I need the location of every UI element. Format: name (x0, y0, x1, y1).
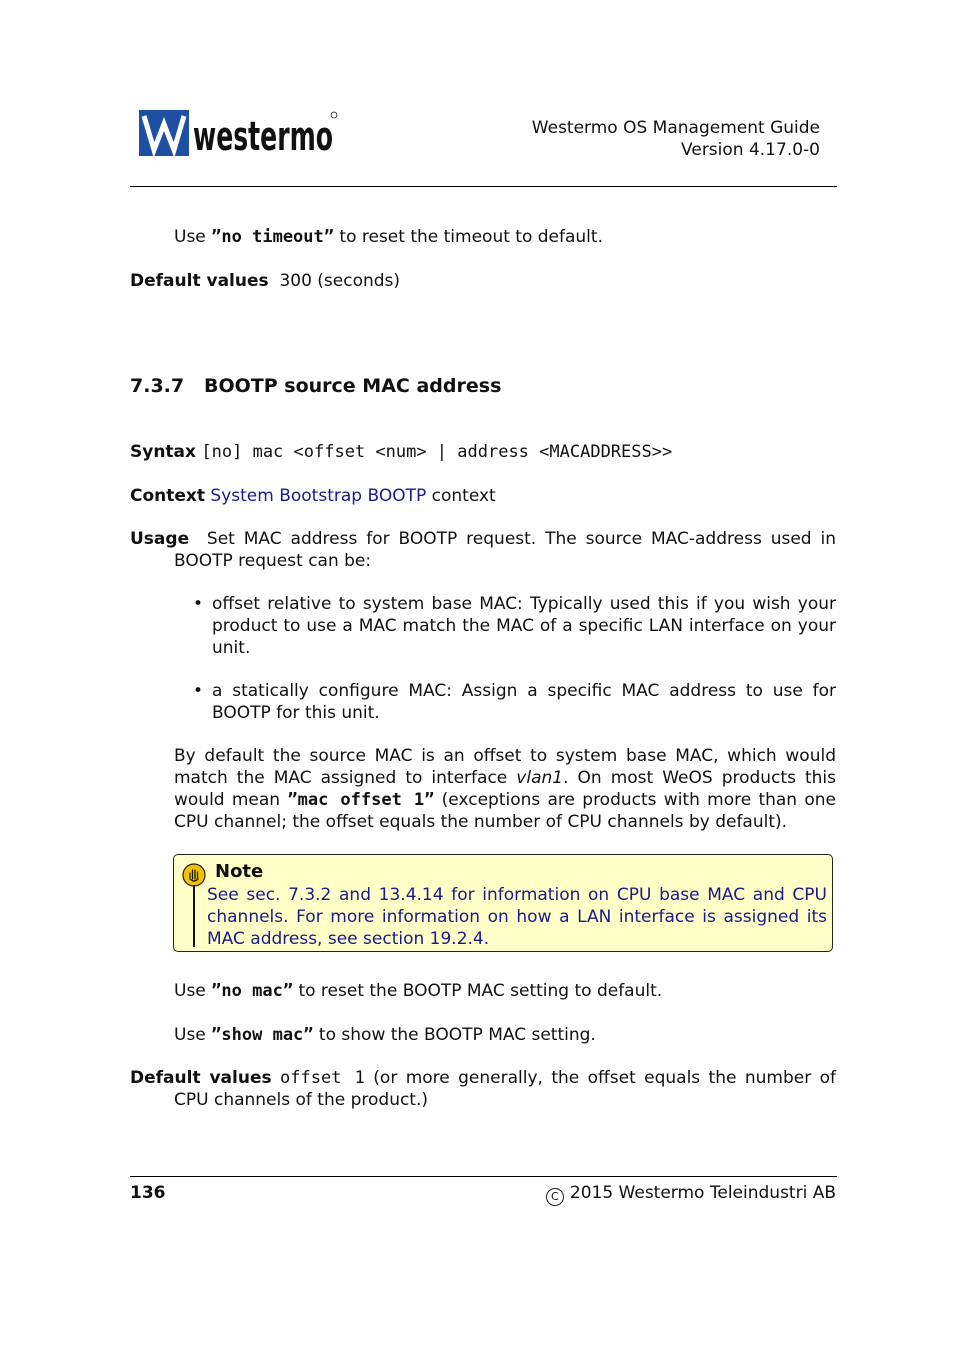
command-no-mac: ”no mac” (211, 981, 294, 1001)
bullet-marker: • (193, 681, 204, 701)
logo-text: westermo (193, 114, 333, 160)
info-hand-icon (182, 863, 206, 887)
timeout-reset-note: Use ”no timeout” to reset the timeout to default. (174, 227, 603, 247)
default-values-mac: Default values offset 1 (or more generally, the offset equals the number of CPU channels of the product.) (130, 1068, 836, 1110)
westermo-logo (139, 110, 339, 158)
default-mac-code: offset 1 (280, 1068, 365, 1088)
section-title: BOOTP source MAC address (204, 375, 502, 397)
footer-divider (130, 1176, 837, 1177)
no-mac-note: Use ”no mac” to reset the BOOTP MAC setting to default. (174, 981, 663, 1001)
interface-name: vlan1 (516, 768, 564, 788)
document-title: Westermo OS Management Guide (531, 118, 820, 138)
list-item: a statically configure MAC: Assign a specific MAC address to use for BOOTP for this unit. (212, 681, 836, 723)
note-title: Note (215, 861, 264, 882)
note-link-section-19-2-4[interactable]: section 19.2.4 (363, 929, 484, 949)
header-divider (130, 186, 837, 187)
default-values-timeout: Default values 300 (seconds) (130, 271, 401, 291)
note-bar (193, 885, 195, 947)
note-body: See sec. 7.3.2 and 13.4.14 for information on CPU base MAC and CPU channels. For more information on how a LAN interface is assigned its MAC address, see section 19.2.4. (207, 885, 827, 949)
command-show-mac: ”show mac” (211, 1025, 314, 1045)
copyright-icon: C (546, 1188, 564, 1206)
section-number: 7.3.7 (130, 375, 185, 397)
context-link[interactable]: System Bootstrap BOOTP (210, 486, 427, 506)
command-no-timeout: ”no timeout” (211, 227, 334, 247)
default-mac-paragraph: By default the source MAC is an offset to system base MAC, which would match the MAC assigned to interface vlan1. On most WeOS products this would mean ”mac offset 1” (exceptions are products with more than one CPU channel; the offset equals the number of CPU channels by default). (174, 746, 836, 832)
section-heading (130, 375, 501, 397)
document-version: Version 4.17.0-0 (681, 140, 820, 160)
usage-paragraph: Usage Set MAC address for BOOTP request. The source MAC-address used in BOOTP request can be: (130, 529, 836, 571)
list-item: offset relative to system base MAC: Typically used this if you wish your product to use a MAC match the MAC of a specific LAN interface on your unit. (212, 594, 836, 658)
note-link-sec-7-3-2[interactable]: sec. 7.3.2 (246, 885, 332, 905)
page-number: 136 (130, 1183, 166, 1203)
command-mac-offset: ”mac offset 1” (287, 790, 435, 810)
header-text (532, 117, 820, 161)
syntax-value: [no] mac <offset <num> | address <MACADDRESS>> (201, 442, 673, 462)
note-link-13-4-14[interactable]: 13.4.14 (378, 885, 444, 905)
copyright: C 2015 Westermo Teleindustri AB (546, 1182, 836, 1206)
note-box (173, 854, 833, 952)
show-mac-note: Use ”show mac” to show the BOOTP MAC setting. (174, 1025, 596, 1045)
bullet-marker: • (193, 594, 204, 614)
context-line: Context System Bootstrap BOOTP context (130, 486, 496, 506)
syntax-line: Syntax [no] mac <offset <num> | address <MACADDRESS>> (130, 442, 673, 462)
